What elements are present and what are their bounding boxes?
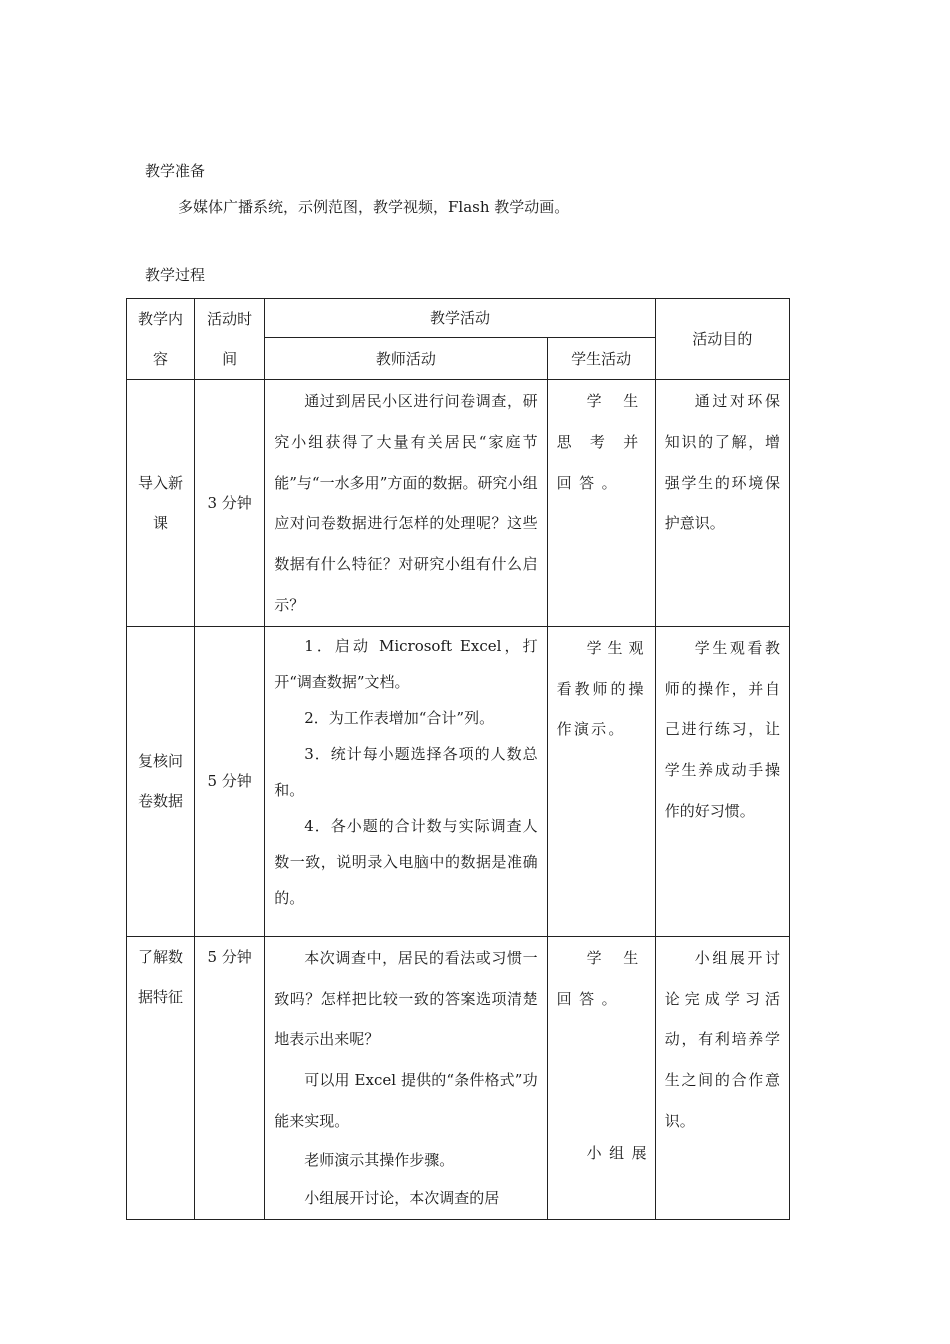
row1-time: 3 分钟 bbox=[195, 380, 265, 627]
prep-heading: 教学准备 bbox=[145, 162, 206, 180]
row3-content-line-2: 据特征 bbox=[138, 987, 184, 1006]
row2-content bbox=[127, 626, 195, 936]
row3-content bbox=[127, 936, 195, 1219]
row2-teacher-step-1: 1．启动 Microsoft Excel，打开“调查数据”文档。 bbox=[274, 636, 538, 691]
row1-purpose: 通过对环保知识的了解，增强学生的环境保护意识。 bbox=[655, 380, 789, 627]
header-activities: 教学活动 bbox=[265, 299, 656, 338]
row2-teacher-step-2: 2．为工作表增加“合计”列。 bbox=[304, 708, 495, 727]
row3-teacher-para-2: 可以用 Excel 提供的“条件格式”功能来实现。 bbox=[274, 1071, 538, 1130]
header-content-line-2: 容 bbox=[153, 350, 169, 368]
row1-content-line-2: 课 bbox=[153, 513, 169, 532]
header-time bbox=[195, 299, 265, 380]
prep-text: 多媒体广播系统，示例范图，教学视频，Flash 教学动画。 bbox=[178, 198, 570, 216]
row1-content-line-1: 导入新 bbox=[138, 473, 184, 492]
row2-student: 学生观看教师的操作演示。 bbox=[547, 626, 655, 936]
row3-purpose: 小组展开讨论完成学习活动，有利培养学生之间的合作意识。 bbox=[655, 936, 789, 1219]
row3-teacher-para-3: 老师演示其操作步骤。 bbox=[304, 1150, 455, 1169]
table-row bbox=[127, 380, 790, 627]
table-row bbox=[127, 936, 790, 1219]
row1-teacher bbox=[265, 380, 547, 627]
row3-teacher-para-1: 本次调查中，居民的看法或习惯一致吗？怎样把比较一致的答案选项清楚地表示出来呢？ bbox=[274, 948, 538, 1049]
row2-purpose: 学生观看教师的操作，并自己进行练习，让学生养成动手操作的好习惯。 bbox=[655, 626, 789, 936]
row3-teacher bbox=[265, 936, 547, 1219]
row3-time: 5 分钟 bbox=[195, 936, 265, 1219]
table-header-row bbox=[127, 299, 790, 338]
header-content bbox=[127, 299, 195, 380]
header-time-line-1: 活动时 bbox=[207, 310, 253, 328]
row2-content-line-1: 复核问 bbox=[138, 752, 184, 771]
row2-teacher-step-4: 4．各小题的合计数与实际调查人数一致，说明录入电脑中的数据是准确的。 bbox=[274, 816, 538, 907]
table-row bbox=[127, 626, 790, 936]
row2-teacher-step-3: 3．统计每小题选择各项的人数总和。 bbox=[274, 744, 538, 799]
row3-teacher-para-4: 小组展开讨论，本次调查的居 bbox=[304, 1188, 500, 1207]
header-content-line-1: 教学内 bbox=[138, 310, 184, 328]
row1-content bbox=[127, 380, 195, 627]
lesson-process-table bbox=[126, 298, 790, 1220]
header-time-line-2: 间 bbox=[222, 350, 238, 368]
header-student: 学生活动 bbox=[547, 338, 655, 380]
header-teacher: 教师活动 bbox=[265, 338, 547, 380]
row2-teacher bbox=[265, 626, 547, 936]
row3-student-text: 学生回答。 bbox=[556, 948, 646, 1008]
row2-time: 5 分钟 bbox=[195, 626, 265, 936]
row1-teacher-para-1: 通过到居民小区进行问卷调查，研究小组获得了大量有关居民“家庭节能”与“一水多用”方面的数据。研究小组应对问卷数据进行怎样的处理呢？这些数据有什么特征？对研究小组有什么启示？ bbox=[274, 392, 538, 614]
row3-student-text-2: 小组展 bbox=[586, 1143, 655, 1162]
row1-student: 学生思考并回答。 bbox=[547, 380, 655, 627]
header-purpose: 活动目的 bbox=[655, 299, 789, 380]
row3-student bbox=[547, 936, 655, 1219]
row2-content-line-2: 卷数据 bbox=[138, 792, 184, 811]
row3-content-line-1: 了解数 bbox=[138, 947, 184, 966]
process-heading: 教学过程 bbox=[145, 266, 206, 284]
